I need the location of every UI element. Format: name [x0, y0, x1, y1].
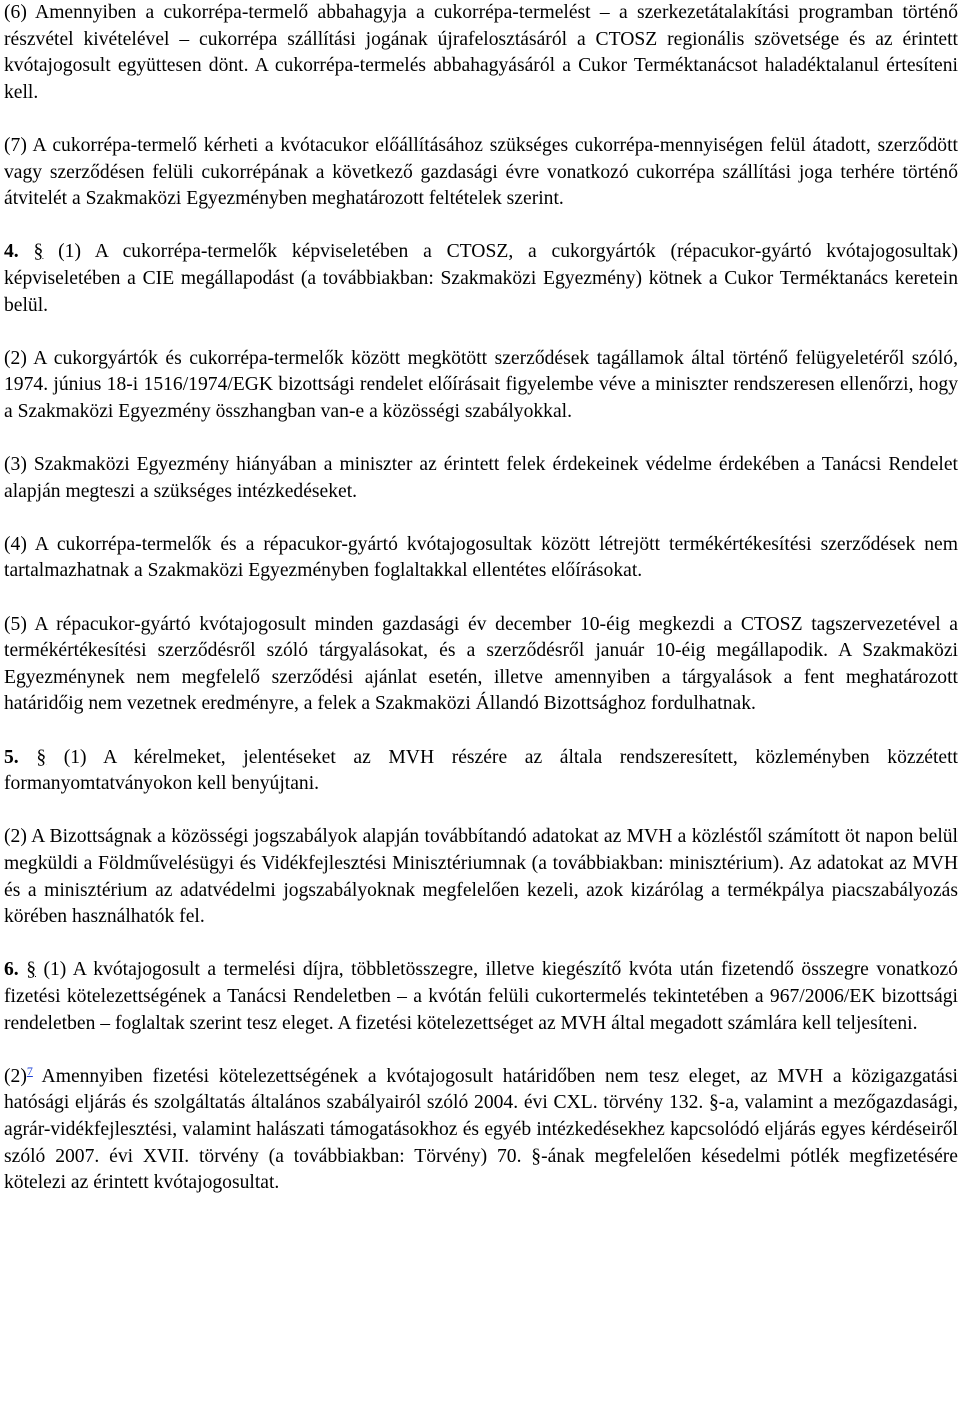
- section-6-paragraph-1: [4, 957, 958, 1037]
- section-6-text: (1) A kvótajogosult a termelési díjra, többletösszegre, illetve kiegészítő kvóta után fizetendő összegre vonatkozó fizetési kötelezettségének a Tanácsi Rendeletben – a kvótán felüli cukortermelés tekintetében a 967/2006/EK bizottsági rendeletben – foglaltak szerint tesz eleget. A fizetési kötelezettséget az MVH által megadott számlára kell teljesíteni.: [4, 959, 958, 1034]
- section-link-5[interactable]: §: [36, 746, 47, 768]
- footnote-link-7[interactable]: 7: [26, 1063, 33, 1078]
- section-5-text: (1) A kérelmeket, jelentéseket az MVH részére az általa rendszeresített, közleményben közzétett formanyomtatványokon kell benyújtani.: [4, 746, 958, 795]
- section-number-4: 4.: [4, 241, 19, 263]
- footnote-marker: [27, 1064, 33, 1078]
- section-4-paragraph-3: (3) Szakmaközi Egyezmény hiányában a miniszter az érintett felek érdekeinek védelme érdekében a Tanácsi Rendelet alapján megteszi a szükséges intézkedéseket.: [4, 454, 958, 502]
- section-4-paragraph-1: [4, 239, 958, 319]
- section-6-paragraph-2-text: Amennyiben fizetési kötelezettségének a kvótajogosult határidőben nem tesz eleget, az MVH a közigazgatási hatósági eljárás és szolgáltatás általános szabályairól szóló 2004. évi CXL. törvény 132. §-a, valamint a mezőgazdasági, agrár-vidékfejlesztési, valamint halászati támogatásokhoz és egyéb intézkedésekhez kapcsolódó eljárás egyes kérdéseiről szóló 2007. évi XVII. törvény (a továbbiakban: Törvény) 70. §-ának megfelelően késedelmi pótlék megfizetésére kötelezi az érintett kvótajogosultat.: [4, 1065, 958, 1194]
- section-link-6[interactable]: §: [26, 959, 36, 981]
- section-5-paragraph-1: [4, 745, 958, 798]
- section-number-5: 5.: [4, 746, 19, 768]
- section-4-paragraph-5: (5) A répacukor-gyártó kvótajogosult minden gazdasági év december 10-éig megkezdi a CTOSZ tagszervezetével a termékértékesítési szerződésről szóló tárgyalásokat, és a szerződésről január 10-éig megállapodik. A Szakmaközi Egyezménynek nem megfelelő szerződési ajánlat esetén, illetve amennyiben a tárgyalások a fent meghatározott határidőig nem vezetnek eredményre, a felek a Szakmaközi Állandó Bizottsághoz fordulhatnak.: [4, 613, 958, 715]
- section-4-paragraph-4: (4) A cukorrépa-termelők és a répacukor-gyártó kvótajogosultak között létrejött termékértékesítési szerződések nem tartalmazhatnak a Szakmaközi Egyezményben foglaltakkal ellentétes előírásokat.: [4, 533, 958, 582]
- paragraph-6-1: (6) Amennyiben a cukorrépa-termelő abbahagyja a cukorrépa-termelést – a szerkezetátalakítási programban történő részvétel kivételével – cukorrépa szállítási jogának újrafelosztásáról a CTOSZ regionális szövetsége és az érintett kvótajogosult együttesen dönt. A cukorrépa-termelés abbahagyásáról a Cukor Terméktanácsot haladéktalanul értesíteni kell.: [4, 2, 958, 103]
- section-number-6: 6.: [4, 959, 19, 981]
- section-4-text: (1) A cukorrépa-termelők képviseletében a CTOSZ, a cukorgyártók (répacukor-gyártó kvótajogosultak) képviseletében a CIE megállapodást (a továbbiakban: Szakmaközi Egyezmény) kötnek a Cukor Terméktanács keretein belül.: [4, 241, 958, 316]
- section-4-paragraph-2: (2) A cukorgyártók és cukorrépa-termelők között megkötött szerződések tagállamok által történő felügyeletéről szóló, 1974. június 18-i 1516/1974/EGK bizottsági rendelet előírásait figyelembe véve a miniszter rendszeresen ellenőrzi, hogy a Szakmaközi Egyezmény összhangban van-e a közösségi szabályokkal.: [4, 347, 958, 422]
- section-link-4[interactable]: §: [33, 241, 44, 263]
- section-6-paragraph-2: [4, 1064, 958, 1197]
- paragraph-prefix: (2): [4, 1065, 27, 1087]
- paragraph-6-7: (7) A cukorrépa-termelő kérheti a kvótacukor előállításához szükséges cukorrépa-mennyiségen felül átadott, szerződött vagy szerződésen felüli cukorrépának a következő gazdasági évre vonatkozó cukorrépa szállítási joga terhére történő átvitelét a Szakmaközi Egyezményben meghatározott feltételek szerint.: [4, 134, 958, 210]
- section-5-paragraph-2: (2) A Bizottságnak a közösségi jogszabályok alapján továbbítandó adatokat az MVH a közléstől számított öt napon belül megküldi a Földművelésügyi és Vidékfejlesztési Minisztériumnak (a továbbiakban: minisztérium). Az adatokat az MVH és a minisztérium az adatvédelmi jogszabályoknak megfelelően kezeli, azok kizárólag a termékpálya piacszabályozás körében használhatók fel.: [4, 826, 958, 928]
